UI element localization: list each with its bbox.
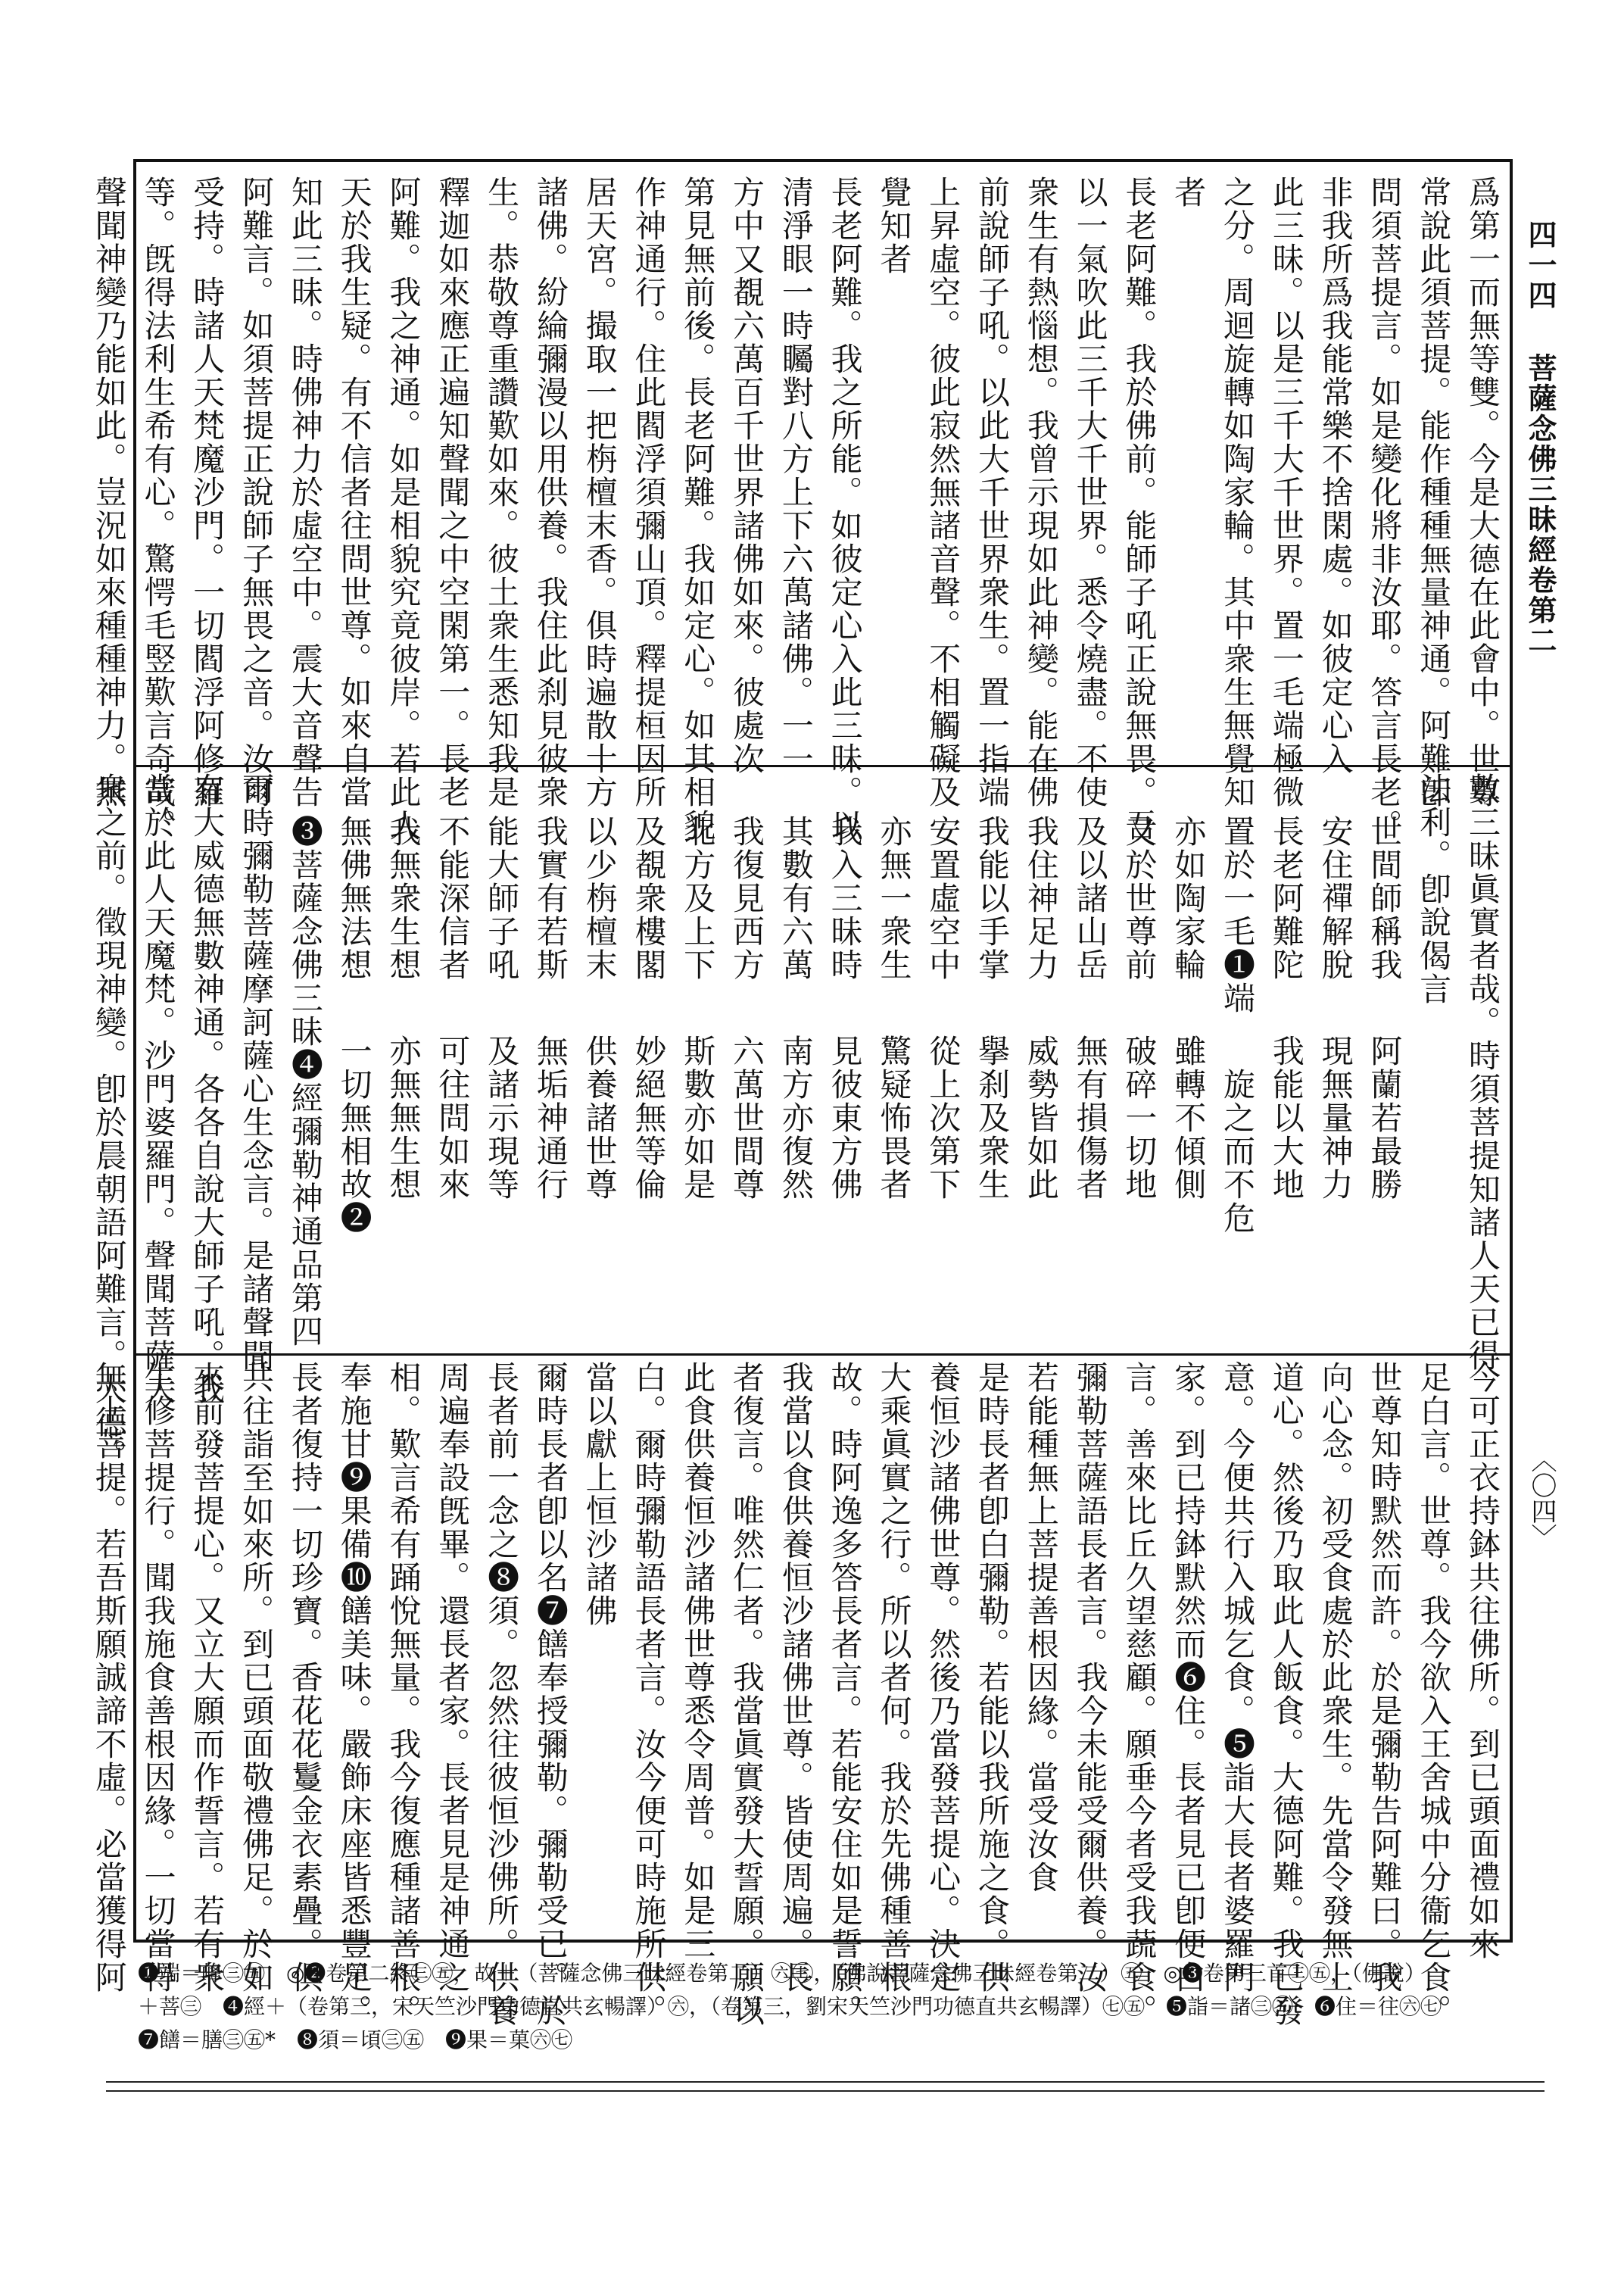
bottom-rule [106, 2081, 1545, 2083]
verse-column [771, 772, 820, 1348]
text-column: 此食供養恒沙諸佛世尊悉令周普。如是三 [679, 1361, 717, 1961]
running-header [1522, 220, 1558, 656]
verse-phrase: 妙絕無等倫 [630, 1035, 668, 1201]
verse-column [722, 772, 771, 1348]
verse-phrase: 雖轉不傾側 [1170, 1035, 1208, 1201]
text-column: 奉施甘❾果備❿饍美味。嚴飾床座皆悉豐足。 [335, 1361, 373, 2027]
verse-phrase: 以少栴檀末 [581, 815, 619, 982]
text-column: 道心。然後乃取此人飯食。大德阿難。我已發 [1267, 1361, 1305, 2027]
text-column: 知此三昧。時佛神力於虛空中。震大音聲告 [286, 176, 324, 809]
text-column: 數三昧眞實者哉。時須菩提知諸人天已得 [1464, 772, 1501, 1372]
verse-column [1261, 772, 1311, 1348]
section-divider-lower [133, 1353, 1513, 1356]
text-column: 長老阿難。我之所能。如彼定心入此三昧。以 [826, 176, 864, 842]
text-column: 意。今便共行入城乞食。❺詣大長者婆羅門 [1219, 1361, 1257, 1994]
text-column: 是時長者卽白彌勒。若能以我所施之食。供 [974, 1361, 1011, 1994]
verse-phrase: 及諸示現等 [483, 1035, 521, 1201]
verse-phrase: 擧刹及衆生 [974, 1035, 1011, 1201]
verse-phrase: 安住禪解脫 [1317, 815, 1354, 982]
text-column: 清淨眼一時矚對八方上下六萬諸佛。一一 [777, 176, 815, 776]
text-column: 彌勒菩薩語長者言。我今未能受爾供養。汝 [1071, 1361, 1109, 1994]
text-column: 白。爾時彌勒語長者言。汝今便可時施所供。 [630, 1361, 668, 2027]
text-column: 周遍奉設旣畢。還長者家。長者見是神通之 [434, 1361, 472, 1994]
sutra-title: 菩薩念佛三昧經卷第二 [1523, 353, 1557, 657]
text-column: 言。善來比丘久望慈顧。願垂今者受我蔬食。 [1121, 1361, 1158, 2027]
verse-phrase: 見彼東方佛 [826, 1035, 864, 1201]
verse-phrase: 其數有六萬 [777, 815, 815, 982]
text-column: 覺知者 [875, 176, 913, 276]
footnote-line: ＋菩㊂ ❹經＋（卷第三，宋天竺沙門功德直共玄暢譯）㊅，（卷第三，劉宋天竺沙門功德直共玄暢譯）㊆㊄ ❺詣＝諸㊂㊄ ❻住＝往㊅㊆ [138, 1994, 1442, 2019]
text-column: 常說此須菩提。能作種種無量神通。阿難卽 [1415, 176, 1453, 809]
text-column: 來前發菩提心。又立大願而作誓言。若有衆 [189, 1361, 226, 1994]
text-column: 養恒沙諸佛世尊。然後乃當發菩提心。決定 [924, 1361, 962, 1994]
text-column: 我當以食供養恒沙諸佛世尊。皆使周遍。長 [777, 1361, 815, 1994]
verse-phrase: 能大師子吼 [483, 815, 521, 982]
text-column: 問須菩提言。如是變化將非汝耶。答言長老。 [1366, 176, 1404, 842]
verse-column [820, 772, 869, 1348]
verse-phrase: 長老阿難陀 [1267, 815, 1305, 982]
verse-phrase: 我復見西方 [728, 815, 766, 982]
side-page-marker: 〈〇四〉 [1526, 1447, 1557, 1550]
text-column: 方中又覩六萬百千世界諸佛如來。彼處次 [728, 176, 766, 776]
text-column: 爲第一而無等雙。今是大德在此會中。世尊 [1464, 176, 1501, 809]
chapter-title: ❸菩薩念佛三昧❹經彌勒神通品第四 [286, 815, 324, 1348]
text-column: 諸佛。紛綸彌漫以用供養。我住此刹見彼衆 [531, 176, 569, 809]
text-column: 者 [1170, 176, 1208, 209]
verse-phrase: 驚疑怖畏者 [875, 1035, 913, 1201]
text-column: 長老阿難。我於佛前。能師子吼正說無畏。吾 [1121, 176, 1158, 842]
verse-phrase: 亦如陶家輪 [1170, 815, 1208, 982]
text-column: 受持。時諸人天梵魔沙門。一切閻浮阿修羅 [189, 176, 226, 809]
verse-phrase: 又於世尊前 [1121, 815, 1158, 982]
verse-column [672, 772, 722, 1348]
verse-phrase: 破碎一切地 [1121, 1035, 1158, 1201]
text-column: 長者前一念之❽須。忽然往彼恒沙佛所。供養 [483, 1361, 521, 2027]
verse-phrase: 可往問如來 [434, 1035, 472, 1201]
text-column: 若能種無上菩提善根因緣。當受汝食 [1022, 1361, 1060, 1894]
verse-phrase: 從上次第下 [924, 1035, 962, 1201]
text-column: 無上菩提。若吾斯願誠諦不虛。必當獲得阿 [90, 1361, 128, 1994]
verse-phrase: 我住神足力 [1022, 815, 1060, 982]
verse-column [329, 772, 379, 1348]
verse-phrase: 不能深信者 [434, 815, 472, 982]
text-column: 生修菩提行。聞我施食善根因緣。一切當得 [139, 1361, 177, 1994]
verse-phrase: 無有損傷者 [1071, 1035, 1109, 1201]
text-column: 向心念。初受食處於此衆生。先當令發無上 [1317, 1361, 1354, 1994]
text-column: 相。歎言希有踊悅無量。我今復應種諸善根。 [385, 1361, 422, 2027]
verse-column [1065, 772, 1114, 1348]
text-column: 足白言。世尊。我今欲入王舍城中分衞乞食。 [1415, 1361, 1453, 2027]
verse-phrase: 亦無無生想 [385, 1035, 422, 1201]
verse-phrase: 我能以手掌 [974, 815, 1011, 982]
footnote-line: ❶端＝峰㊂㊄ ◎❷卷第二終㊂㊄，故＋（菩薩念佛三昧經卷第二）㊅㊆，（佛說菩薩念佛三昧經卷第二）㊄ ◎❸卷第三首㊂㊄，（佛說） [138, 1961, 1426, 1986]
verse-phrase: 供養諸世尊 [581, 1035, 619, 1201]
verse-column [525, 772, 575, 1348]
verse-phrase: 北方及上下 [679, 815, 717, 982]
verse-phrase: 及以諸山岳 [1071, 815, 1109, 982]
text-column: 法利。卽說偈言 [1415, 772, 1453, 1006]
verse-column [624, 772, 673, 1348]
page-number: 四一四 [1523, 220, 1557, 311]
text-column: 天於我生疑。有不信者往問世尊。如來自當 [335, 176, 373, 809]
text-column: 衆之前。徵現神變。卽於晨朝語阿難言。大德。 [90, 772, 128, 1472]
text-column: 長者復持一切珍寶。香花花鬘金衣素疊。俱 [286, 1361, 324, 1994]
text-column: 衆生有熱惱想。我曾示現如此神變。能在佛 [1022, 176, 1060, 809]
text-column: 世尊知時默然而許。於是彌勒告阿難曰。我 [1366, 1361, 1404, 1994]
verse-phrase: 世間師稱我 [1366, 815, 1404, 982]
text-column: 爾時彌勒菩薩摩訶薩心生念言。是諸聲聞 [238, 772, 276, 1372]
text-column: 大乘眞實之行。所以者何。我於先佛種善根 [875, 1361, 913, 1994]
text-column: 此三昧。以是三千大千世界。置一毛端極微 [1267, 176, 1305, 809]
text-column: 有大威德無數神通。各各自說大師子吼。我 [189, 772, 226, 1406]
footnote-line: ❼饍＝膳㊂㊄* ❽須＝頃㊂㊄ ❾果＝菓㊅㊆ [138, 2027, 573, 2052]
text-column: 共往詣至如來所。到已頭面敬禮佛足。於如 [238, 1361, 276, 1994]
verse-column [869, 772, 918, 1348]
verse-phrase: 置於一毛❶端 [1219, 815, 1257, 1015]
verse-phrase: 六萬世間尊 [728, 1035, 766, 1201]
text-column: 上昇虛空。彼此寂然無諸音聲。不相觸礙及 [924, 176, 962, 809]
text-column: 作神通行。住此閻浮須彌山頂。釋提桓因所 [630, 176, 668, 809]
verse-column [575, 772, 624, 1348]
text-column: 釋迦如來應正遍知聲聞之中空閑第一。長老 [434, 176, 472, 809]
text-section-2-verses [90, 772, 1507, 1472]
verse-phrase: 我能以大地 [1267, 1035, 1305, 1201]
verse-phrase: 無垢神通行 [531, 1035, 569, 1201]
verse-column [1311, 772, 1360, 1348]
bottom-rule [106, 2090, 1545, 2092]
verse-column [967, 772, 1016, 1348]
verse-phrase: 旋之而不危 [1219, 1068, 1257, 1234]
verse-phrase: 亦無一衆生 [875, 815, 913, 982]
verse-column [427, 772, 476, 1348]
verse-phrase: 阿蘭若最勝 [1366, 1035, 1404, 1201]
verse-phrase: 我無衆生想 [385, 815, 422, 982]
text-column: 居天宮。撮取一把栴檀末香。俱時遍散十方 [581, 176, 619, 809]
text-column: 非我所爲我能常樂不捨閑處。如彼定心入 [1317, 176, 1354, 776]
verse-phrase: 及覩衆樓閣 [630, 815, 668, 982]
verse-phrase: 安置虛空中 [924, 815, 962, 982]
verse-column [379, 772, 428, 1348]
verse-phrase: 現無量神力 [1317, 1035, 1354, 1201]
verse-phrase: 南方亦復然 [777, 1035, 815, 1201]
text-column: 前說師子吼。以此大千世界衆生。置一指端 [974, 176, 1011, 809]
verse-column [476, 772, 525, 1348]
verse-column [1114, 772, 1164, 1348]
text-column: 阿難。我之神通。如是相貌究竟彼岸。若此人 [385, 176, 422, 842]
text-column: 當於此人天魔梵。沙門婆羅門。聲聞菩薩大 [139, 772, 177, 1406]
footnotes [138, 1957, 1513, 2057]
text-column: 第見無前後。長老阿難。我如定心。如其相貌 [679, 176, 717, 842]
text-column: 爾時長者卽以名❼饍奉授彌勒。彌勒受已。於 [531, 1361, 569, 2027]
text-column: 之分。周迴旋轉如陶家輪。其中衆生無覺知 [1219, 176, 1257, 809]
verse-column [918, 772, 967, 1348]
verse-phrase: 我入三昧時 [826, 815, 864, 982]
verse-column [1016, 772, 1065, 1348]
text-column: 故。時阿逸多答長者言。若能安住如是誓願。 [826, 1361, 864, 2027]
text-column: 等。旣得法利生希有心。驚愕毛竪歎言奇哉。 [139, 176, 177, 842]
verse-phrase: 我實有若斯 [531, 815, 569, 982]
text-section-1 [90, 176, 1507, 842]
verse-phrase: 斯數亦如是 [679, 1035, 717, 1201]
text-column: 今可正衣持鉢共往佛所。到已頭面禮如來 [1464, 1361, 1501, 1961]
text-column: 以一氣吹此三千大千世界。悉令燒盡。不使 [1071, 176, 1109, 809]
text-column: 當以獻上恒沙諸佛 [581, 1361, 619, 1628]
text-column: 阿難言。如須菩提正說師子無畏之音。汝可 [238, 176, 276, 809]
text-column: 聲聞神變乃能如此。豈況如來種種神力。無 [90, 176, 128, 809]
text-column: 家。到已持鉢默然而❻住。長者見已卽便白 [1170, 1361, 1208, 1994]
verse-column [1212, 772, 1261, 1348]
verse-phrase: 威勢皆如此 [1022, 1035, 1060, 1201]
verse-column [1163, 772, 1212, 1348]
verse-column [1360, 772, 1409, 1348]
text-column: 生。恭敬尊重讚歎如來。彼土衆生悉知我是 [483, 176, 521, 809]
verse-phrase: 一切無相故❷ [335, 1035, 373, 1234]
text-column: 者復言。唯然仁者。我當眞實發大誓願。願以 [728, 1361, 766, 2027]
verse-phrase: 無佛無法想 [335, 815, 373, 982]
